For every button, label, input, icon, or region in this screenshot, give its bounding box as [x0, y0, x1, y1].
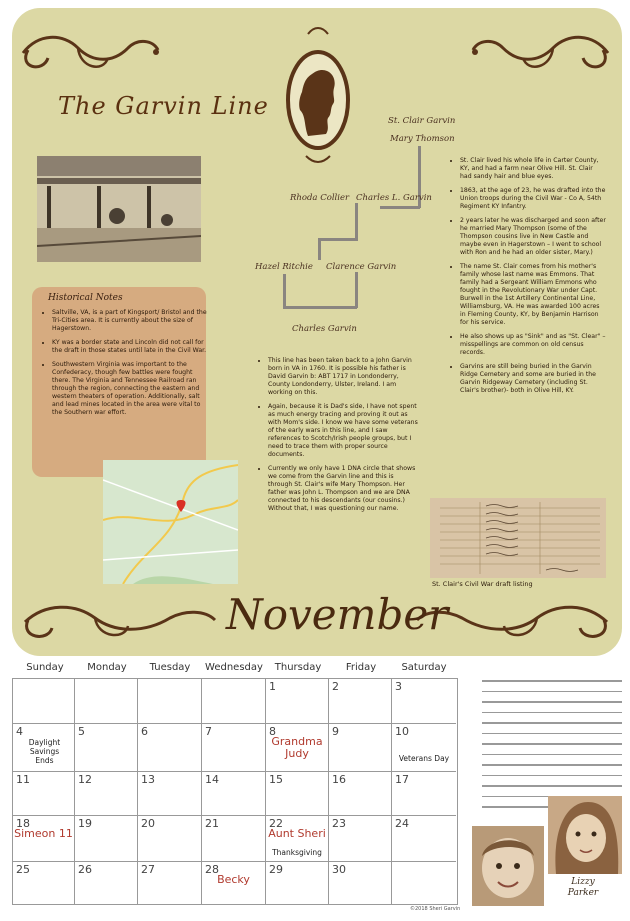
- calendar-day: [138, 862, 202, 905]
- photo-signature: Lizzy Parker: [567, 877, 599, 898]
- birthday-label: Becky: [217, 873, 250, 886]
- historical-notes-box: [32, 287, 206, 477]
- day-number: 15: [269, 773, 283, 786]
- note-line: [482, 701, 622, 703]
- day-number: 4: [16, 725, 23, 738]
- birthday-label: Aunt Sheri: [268, 827, 326, 840]
- child-photo-right: [548, 796, 622, 874]
- calendar-day: [138, 724, 202, 772]
- note-item: • Garvins are still being buried in the Garvin Ridge Cemetery and some are buried in the Garvin Ridgeway Cemetery (including St. Clair's brother)- both in Olive Hill, KY.: [460, 363, 606, 395]
- note-line: [482, 775, 622, 777]
- calendar-day: [266, 679, 329, 724]
- day-number: 26: [78, 863, 92, 876]
- page-title: The Garvin Line: [58, 92, 269, 120]
- calendar-day: [13, 724, 75, 772]
- day-number: 23: [332, 817, 346, 830]
- note-line: [482, 680, 622, 682]
- day-number: 13: [141, 773, 155, 786]
- civil-war-engraving: [37, 156, 201, 262]
- area-map: [103, 460, 238, 584]
- day-number: 14: [205, 773, 219, 786]
- note-item: • He also shows up as "Sink" and as "St. Clear" – misspellings are common on old census records.: [460, 333, 606, 357]
- tree-charles-l: Charles L. Garvin: [356, 193, 432, 203]
- day-number: 12: [78, 773, 92, 786]
- tree-clarence: Clarence Garvin: [326, 262, 397, 272]
- day-number: 24: [395, 817, 409, 830]
- draft-document-image: [430, 498, 606, 578]
- day-number: 16: [332, 773, 346, 786]
- note-item: • KY was a border state and Lincoln did not call for the draft in those states until late in the Civil War.: [52, 339, 210, 355]
- calendar-day: [266, 862, 329, 905]
- day-number: 9: [332, 725, 339, 738]
- note-line: [482, 691, 622, 693]
- tree-rhoda-collier: Rhoda Collier: [290, 193, 350, 203]
- tree-hazel-ritchie: Hazel Ritchie: [255, 262, 313, 272]
- calendar-day: [392, 816, 456, 862]
- day-number: 3: [395, 680, 402, 693]
- calendar-day: [75, 816, 138, 862]
- calendar-day: [202, 724, 266, 772]
- note-line: [482, 722, 622, 724]
- event-label: Thanksgiving: [272, 848, 322, 857]
- note-item: • Currently we only have 1 DNA circle that shows we come from the Garvin line and this is through St. Clair's wife Mary Thompson. Her father was John L. Thompson and we are DNA connected to his descendants (our cousins.) Without that, I was questioning our name.: [268, 465, 418, 513]
- day-number: 8: [269, 725, 276, 738]
- calendar-day: [329, 862, 392, 905]
- day-number: 18: [16, 817, 30, 830]
- day-number: 10: [395, 725, 409, 738]
- birthday-label: Grandma Judy: [271, 735, 323, 760]
- calendar-day: [13, 679, 75, 724]
- day-number: 25: [16, 863, 30, 876]
- note-item: • 2 years later he was discharged and soon after he married Mary Thompson (some of the Thompson cousins live in New Castle and maybe even in Hagerstown – I went to school with Ron and he had an older sister, Mary.): [460, 217, 606, 257]
- note-item: • Southwestern Virginia was important to the Confederacy, though few battles were fought there. The Virginia and Tennessee Railroad ran through the region, connecting the eastern and western theaters of operation. Additionally, salt and lead mines located in the area were vital to the Southern war effort.: [52, 361, 210, 417]
- calendar-day: [392, 772, 456, 816]
- day-header: Wednesday: [205, 662, 263, 673]
- day-number: 27: [141, 863, 155, 876]
- calendar-day: [75, 724, 138, 772]
- note-item: • The name St. Clair comes from his mother's family whose last name was Emmons. That family had a Sergeant William Emmons who fought in the Revolutionary War under Capt. Burwell in the 1st Artillery Continental Line, Williamsburg, VA. He was awarded 100 acres in Fleming County, KY, by Benjamin Harrison for his service.: [460, 263, 606, 327]
- calendar-day: [392, 724, 456, 772]
- note-item: • Saltville, VA, is a part of Kingsport/ Bristol and the Tri-Cities area. It is currently about the size of Hagerstown.: [52, 309, 210, 333]
- note-line: [482, 754, 622, 756]
- calendar-day: [138, 816, 202, 862]
- child-photo-left: [472, 826, 544, 906]
- day-header: Sunday: [26, 662, 64, 673]
- day-number: 21: [205, 817, 219, 830]
- calendar-day: [202, 816, 266, 862]
- calendar-day: [329, 724, 392, 772]
- tree-st-clair: St. Clair Garvin: [388, 116, 456, 126]
- calendar-day: [138, 679, 202, 724]
- calendar-day: [75, 862, 138, 905]
- birthday-label: Simeon 11: [14, 827, 73, 840]
- note-item: • St. Clair lived his whole life in Carter County, KY, and had a farm near Olive Hill. St. Clair had sandy hair and blue eyes.: [460, 157, 606, 181]
- note-item: • This line has been taken back to a John Garvin born in VA in 1760. It is possible his father is David Garvin b: ABT 1717 in Londonderry, County Londonderry, Ulster, Ireland. I am working on this.: [268, 357, 418, 397]
- middle-notes: [256, 357, 418, 519]
- day-number: 1: [269, 680, 276, 693]
- calendar-day: [75, 772, 138, 816]
- event-label: Veterans Day: [398, 754, 450, 763]
- historical-notes-heading: Historical Notes: [48, 293, 123, 303]
- day-number: 11: [16, 773, 30, 786]
- note-line: [482, 743, 622, 745]
- calendar-grid: [12, 678, 458, 905]
- calendar-day: [266, 772, 329, 816]
- note-line: [482, 764, 622, 766]
- day-number: 6: [141, 725, 148, 738]
- draft-caption: St. Clair's Civil War draft listing: [432, 580, 533, 588]
- tree-charles: Charles Garvin: [292, 324, 357, 334]
- calendar-day: [202, 679, 266, 724]
- note-line: [482, 712, 622, 714]
- day-number: 7: [205, 725, 212, 738]
- day-number: 19: [78, 817, 92, 830]
- calendar-day: [13, 816, 75, 862]
- bottom-left-flourish: [20, 598, 220, 644]
- day-number: 5: [78, 725, 85, 738]
- calendar-day: [202, 862, 266, 905]
- calendar-day: [329, 772, 392, 816]
- day-header: Thursday: [274, 662, 322, 673]
- event-label: Daylight Savings Ends: [28, 738, 61, 765]
- calendar-day: [392, 679, 456, 724]
- note-item: • Again, because it is Dad's side, I have not spent as much energy tracing and proving it out as with Mom's side. I know we have some veterans of the early wars in this line, and I saw references to Scotch/Irish people groups, but I need to trace them with proper source documents.: [268, 403, 418, 459]
- day-number: 30: [332, 863, 346, 876]
- day-header: Tuesday: [149, 662, 191, 673]
- calendar-day: [202, 772, 266, 816]
- calendar-day: [266, 724, 329, 772]
- calendar-day: [329, 679, 392, 724]
- note-item: • 1863, at the age of 23, he was drafted into the Union troops during the Civil War - Co A, 54th Regiment KY Infantry.: [460, 187, 606, 211]
- note-line: [482, 785, 622, 787]
- cameo-silhouette: [278, 26, 358, 166]
- calendar-day: [329, 816, 392, 862]
- calendar-day: [392, 862, 456, 905]
- calendar-day: [13, 772, 75, 816]
- day-number: 29: [269, 863, 283, 876]
- calendar-day: [75, 679, 138, 724]
- top-left-flourish: [18, 28, 163, 78]
- day-number: 22: [269, 817, 283, 830]
- tree-mary-thomson: Mary Thomson: [390, 134, 455, 144]
- day-header: Monday: [87, 662, 127, 673]
- day-number: 28: [205, 863, 219, 876]
- day-header: Friday: [345, 662, 377, 673]
- calendar-day: [138, 772, 202, 816]
- month-title: November: [226, 590, 449, 639]
- day-number: 20: [141, 817, 155, 830]
- top-right-flourish: [468, 28, 613, 78]
- right-notes: [448, 157, 606, 401]
- day-number: 17: [395, 773, 409, 786]
- calendar-day: [266, 816, 329, 862]
- day-header: Saturday: [401, 662, 447, 673]
- day-number: 2: [332, 680, 339, 693]
- note-line: [482, 733, 622, 735]
- calendar-day: [13, 862, 75, 905]
- copyright: ©2018 Sheri Garvin: [410, 906, 461, 912]
